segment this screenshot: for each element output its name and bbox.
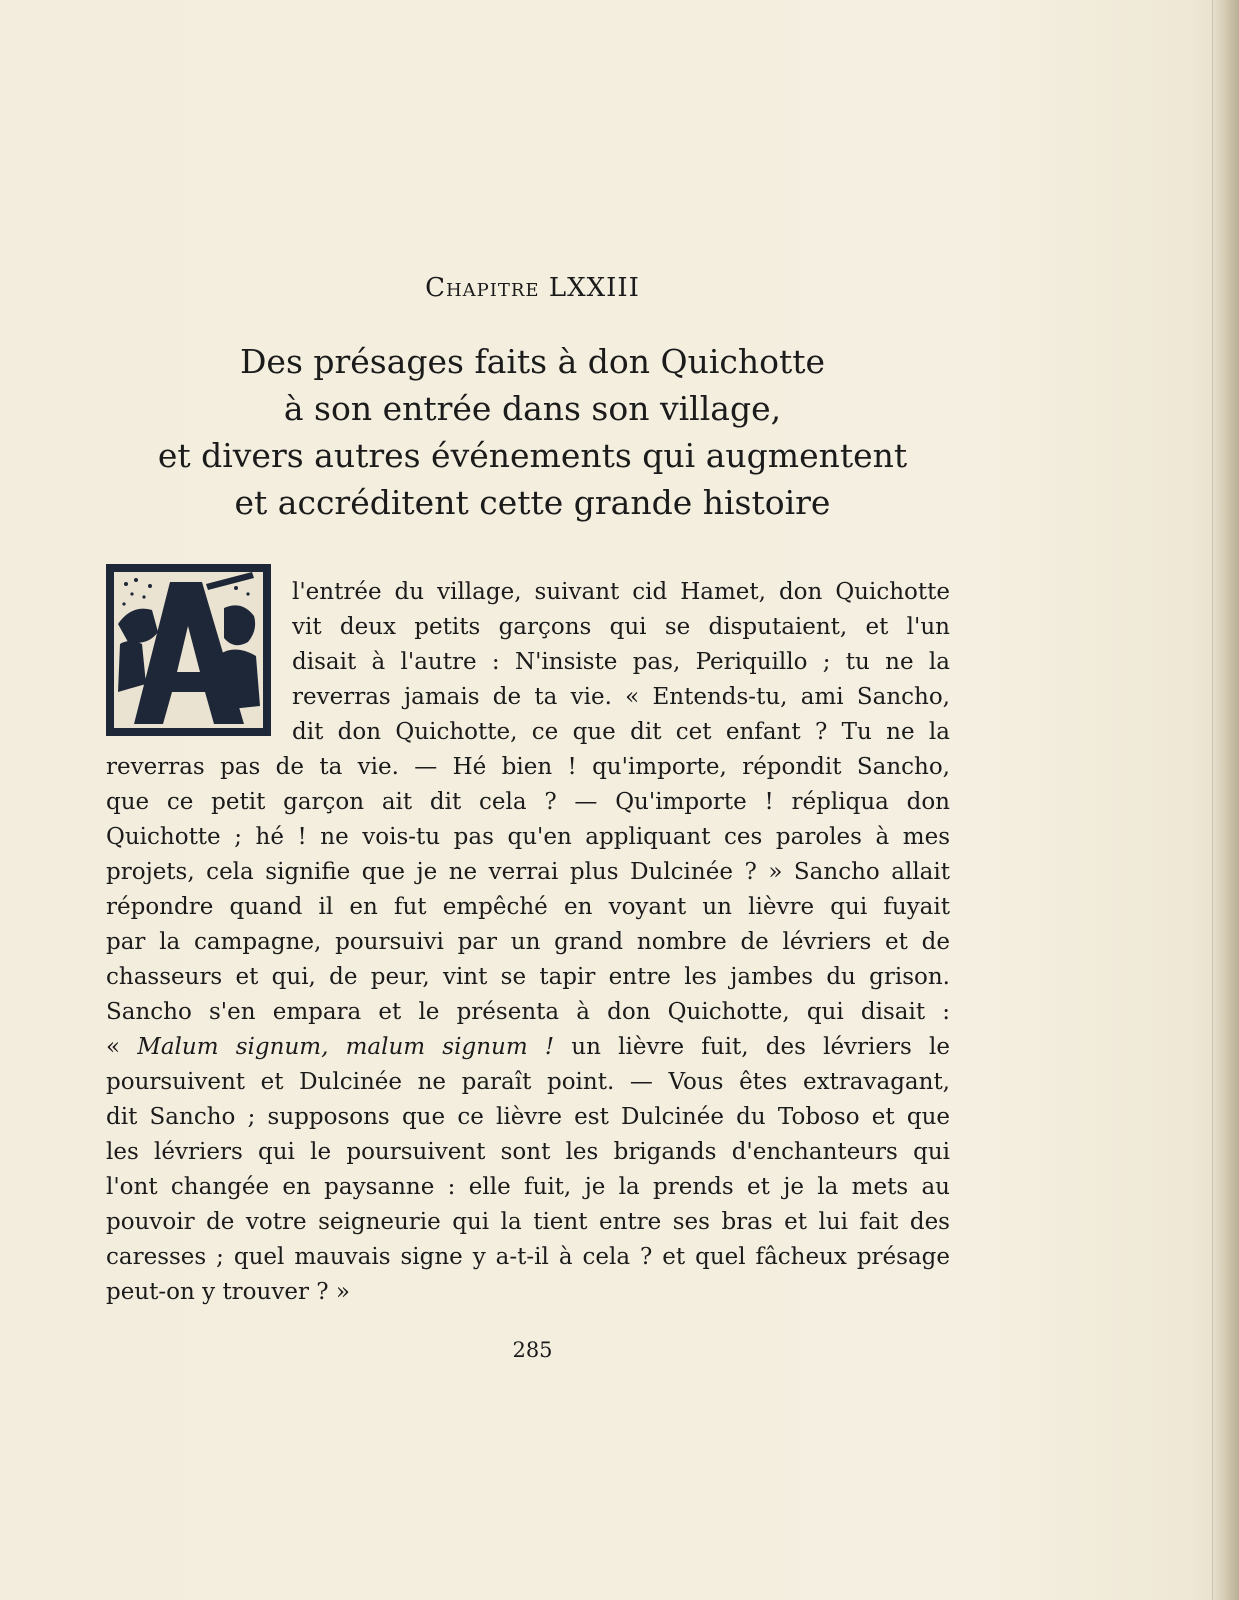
text-line: peut-on y trouver ? » xyxy=(106,1279,350,1305)
page-edge xyxy=(1212,0,1239,1600)
text-line: l'ont changée en paysanne : elle fuit, je la prends et je la mets au xyxy=(106,1174,950,1200)
text-line: que ce petit garçon ait dit cela ? — Qu'importe ! répliqua don xyxy=(106,789,950,815)
text-line-latin xyxy=(106,1030,950,1065)
text-line: pouvoir de votre seigneurie qui la tient entre ses bras et lui fait des xyxy=(106,1209,950,1235)
text-line: répondre quand il en fut empêché en voyant un lièvre qui fuyait xyxy=(106,894,950,920)
text-line: chasseurs et qui, de peur, vint se tapir entre les jambes du grison. xyxy=(106,964,950,990)
text-line: reverras jamais de ta vie. « Entends-tu, ami Sancho, xyxy=(292,684,950,710)
chapter-body xyxy=(106,575,950,1310)
text-line: caresses ; quel mauvais signe y a-t-il à cela ? et quel fâcheux présage xyxy=(106,1244,950,1270)
chapter-title-line: à son entrée dans son village, xyxy=(283,389,782,428)
text-line: Sancho s'en empara et le présenta à don Quichotte, qui disait : xyxy=(106,999,950,1025)
chapter-title xyxy=(120,338,945,526)
text-line: dit Sancho ; supposons que ce lièvre est Dulcinée du Toboso et que xyxy=(106,1104,950,1130)
text-line: reverras pas de ta vie. — Hé bien ! qu'importe, répondit Sancho, xyxy=(106,754,950,780)
text-line: disait à l'autre : N'insiste pas, Periquillo ; tu ne la xyxy=(292,649,950,675)
text-line: vit deux petits garçons qui se disputaient, et l'un xyxy=(292,614,950,640)
page-number: 285 xyxy=(512,1338,553,1362)
text-line: Quichotte ; hé ! ne vois-tu pas qu'en appliquant ces paroles à mes xyxy=(106,824,950,850)
chapter-title-line: et divers autres événements qui augmentent xyxy=(157,436,908,475)
latin-phrase: Malum signum, malum signum ! xyxy=(137,1034,555,1060)
text-line: projets, cela signifie que je ne verrai plus Dulcinée ? » Sancho allait xyxy=(106,859,950,885)
text-line: poursuivent et Dulcinée ne paraît point. — Vous êtes extravagant, xyxy=(106,1069,950,1095)
chapter-label-text: Chapitre LXXIII xyxy=(425,273,640,303)
latin-open-quote: « xyxy=(106,1034,138,1060)
text-line: l'entrée du village, suivant cid Hamet, don Quichotte xyxy=(292,579,950,605)
text-line: par la campagne, poursuivi par un grand nombre de lévriers et de xyxy=(106,929,950,955)
chapter-title-line: et accréditent cette grande histoire xyxy=(234,483,831,522)
chapter-title-line: Des présages faits à don Quichotte xyxy=(239,342,826,381)
latin-rest: un lièvre fuit, des lévriers le xyxy=(554,1034,950,1060)
text-line: les lévriers qui le poursuivent sont les brigands d'enchanteurs qui xyxy=(106,1139,950,1165)
text-line: dit don Quichotte, ce que dit cet enfant ? Tu ne la xyxy=(292,719,950,745)
chapter-number xyxy=(0,273,1065,303)
